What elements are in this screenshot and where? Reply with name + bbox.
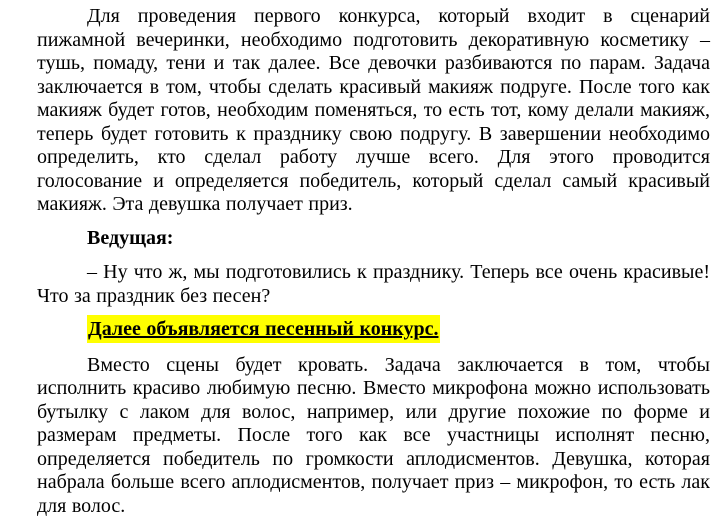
paragraph-makeup-contest: Для проведения первого конкурса, который входит в сценарий пижамной вечеринки, необходимо подготовить декоративную косметику – тушь, помаду, тени и так далее. Все девочки разбиваются по парам. Задача заключается в том, чтобы сделать красивый макияж подруге. После того как макияж будет готов, необходим поменяться, то есть тот, кому делали макияж, теперь будет готовить к празднику свою подругу. В завершении необходимо определить, кто сделал работу лучше всего. Для этого проводится голосование и определяется победитель, который сделал самый красивый макияж. Эта девушка получает приз. — [37, 5, 710, 217]
paragraph-song-contest-details: Вместо сцены будет кровать. Задача заключается в том, чтобы исполнить красиво любимую песню. Вместо микрофона можно использовать бутылку с лаком для волос, например, или другие похожие по форме и размерам предметы. После того как все участницы исполнят песню, определяется победитель по громкости аплодисментов. Девушка, которая набрала больше всего аплодисментов, получает приз – микрофон, то есть лак для волос. — [37, 354, 710, 518]
highlighted-text: Далее объявляется песенный конкурс. — [87, 315, 440, 343]
paragraph-host-speech: – Ну что ж, мы подготовились к празднику. Теперь все очень красивые! Что за праздник без песен? — [37, 261, 710, 308]
heading-host-label: Ведущая: — [37, 227, 710, 251]
paragraph-song-contest-announcement — [37, 318, 710, 342]
